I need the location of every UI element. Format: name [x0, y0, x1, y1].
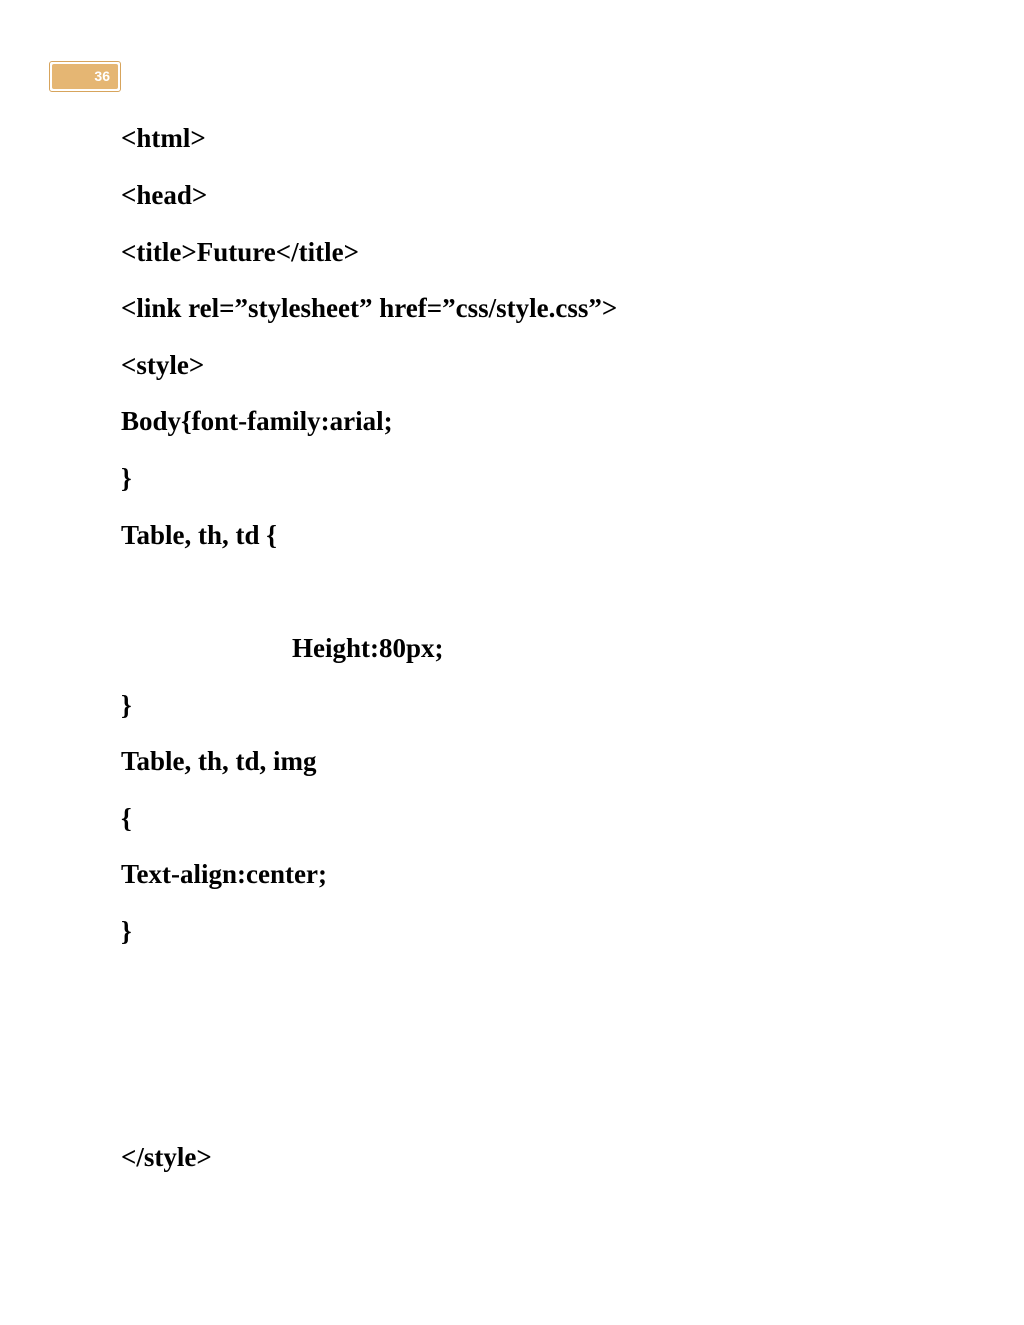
- code-line-style-close: </style>: [121, 1142, 212, 1172]
- code-line-table-img-selector: Table, th, td, img: [121, 746, 317, 776]
- code-line-style-open: <style>: [121, 350, 205, 380]
- code-line-close-brace: }: [121, 916, 132, 946]
- code-line-table-selector: Table, th, td {: [121, 520, 277, 550]
- code-line-head-open: <head>: [121, 180, 208, 210]
- code-line-title: <title>Future</title>: [121, 237, 359, 267]
- page-number: 36: [52, 64, 118, 89]
- code-line-link-stylesheet: <link rel=”stylesheet” href=”css/style.css”>: [121, 293, 618, 323]
- code-line-html-open: <html>: [121, 123, 206, 153]
- page-number-badge: [49, 61, 121, 92]
- code-line-height-rule: Height:80px;: [292, 633, 444, 663]
- code-line-close-brace: }: [121, 463, 132, 493]
- code-line-body-rule: Body{font-family:arial;: [121, 406, 393, 436]
- code-line-text-align-rule: Text-align:center;: [121, 859, 327, 889]
- code-line-open-brace: {: [121, 803, 132, 833]
- code-line-close-brace: }: [121, 690, 132, 720]
